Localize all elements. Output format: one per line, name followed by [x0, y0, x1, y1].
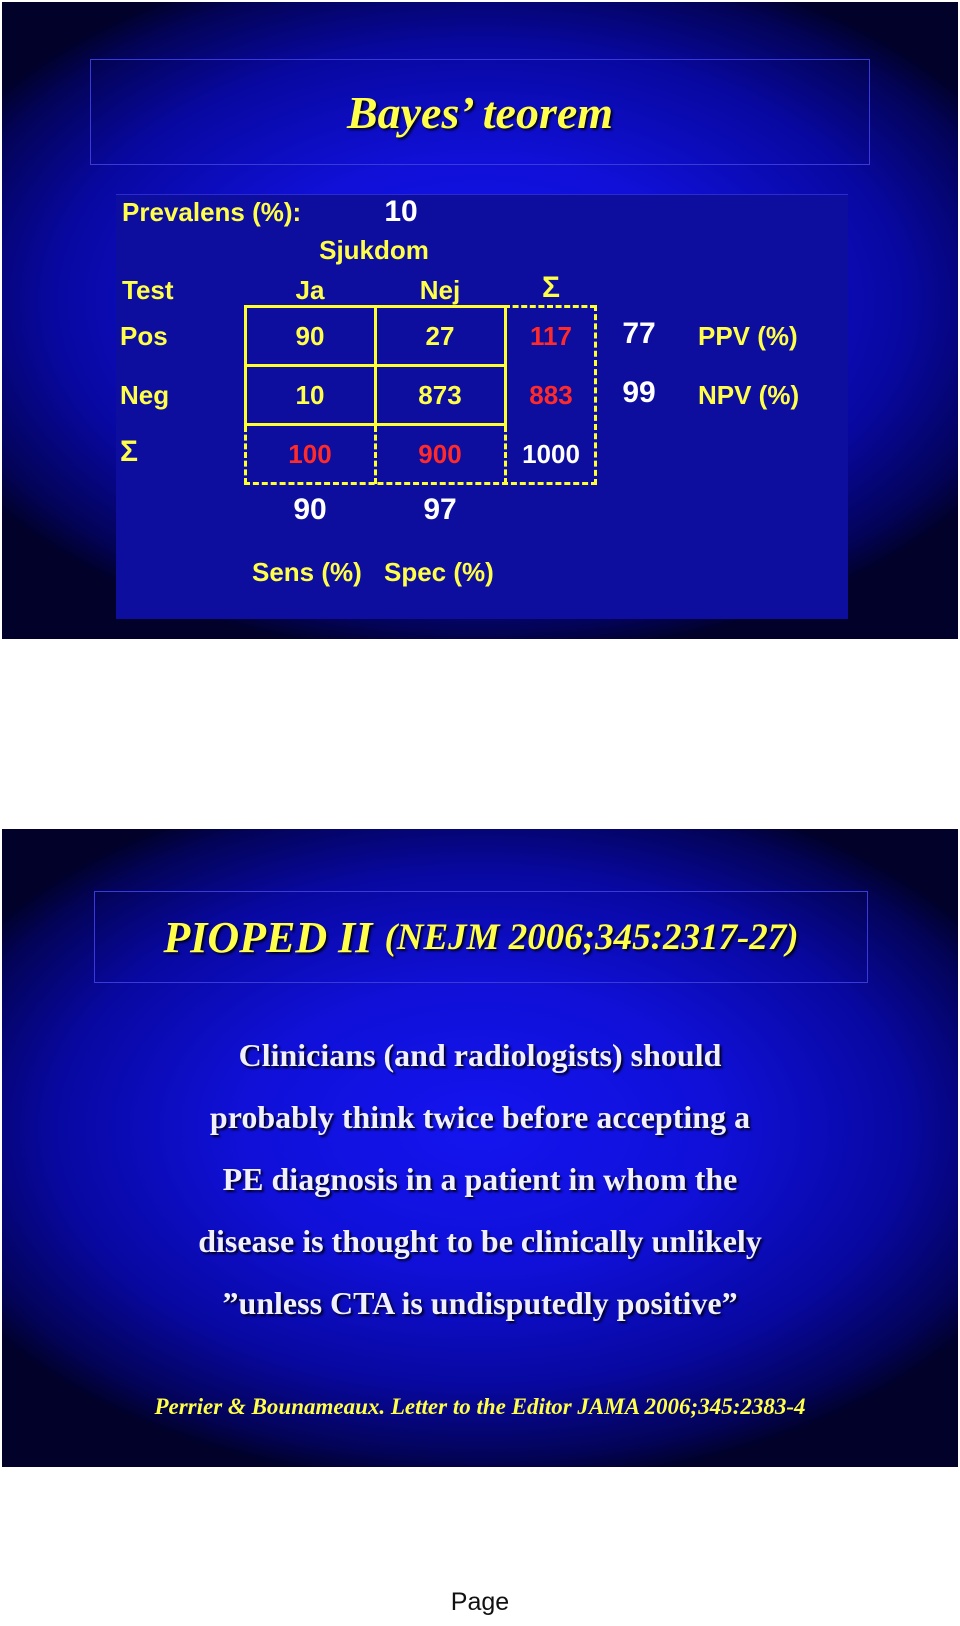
sens-value: 90	[293, 493, 327, 526]
npv-value: 99	[622, 376, 656, 409]
quote-line: probably think twice before accepting a	[209, 1099, 751, 1135]
quote-line: ”unless CTA is undisputedly positive”	[222, 1285, 738, 1321]
cell-neg-yes: 10	[295, 380, 325, 410]
disease-header: Sjukdom	[319, 235, 429, 265]
reference-citation: Perrier & Bounameaux. Letter to the Editor JAMA 2006;345:2383-4	[154, 1394, 806, 1419]
spec-label: Spec (%)	[384, 557, 494, 587]
slide-bayes-theorem	[2, 2, 958, 639]
quote-line: Clinicians (and radiologists) should	[238, 1037, 722, 1073]
contingency-table-panel	[116, 194, 848, 619]
ppv-label: PPV (%)	[698, 321, 798, 351]
cell-pos-yes: 90	[295, 321, 325, 351]
row-label-pos: Pos	[120, 321, 168, 351]
dashed-line	[594, 305, 597, 485]
page-label: Page	[450, 1588, 510, 1616]
slide-title: Bayes’ teorem	[346, 86, 614, 138]
dashed-line	[504, 305, 596, 308]
cell-pos-sum: 117	[530, 321, 572, 351]
total-no: 900	[418, 439, 462, 469]
cell-pos-no: 27	[425, 321, 455, 351]
slide-title-box	[94, 891, 868, 983]
dashed-line	[244, 426, 247, 484]
total-sum: 1000	[522, 439, 580, 469]
slide-pioped-ii	[2, 829, 958, 1467]
quote-text	[2, 1024, 958, 1334]
col-no-header: Nej	[419, 275, 461, 305]
row-label-neg: Neg	[120, 380, 170, 410]
total-yes: 100	[288, 439, 332, 469]
cell-neg-no: 873	[418, 380, 462, 410]
slide-title-main: PIOPED II	[163, 912, 373, 962]
sigma-col-header: Σ	[541, 271, 561, 304]
quote-line: PE diagnosis in a patient in whom the	[222, 1161, 738, 1197]
col-yes-header: Ja	[295, 275, 325, 305]
slide-title-box	[90, 59, 870, 165]
dashed-line	[374, 426, 377, 484]
dashed-line	[504, 426, 507, 484]
quote-line: disease is thought to be clinically unlikely	[198, 1223, 762, 1259]
dashed-line	[244, 482, 597, 485]
sens-label: Sens (%)	[252, 557, 362, 587]
ppv-value: 77	[622, 317, 656, 350]
prevalence-value: 10	[384, 195, 418, 228]
row-label-sigma: Σ	[120, 435, 139, 468]
cell-neg-sum: 883	[529, 380, 573, 410]
spec-value: 97	[423, 493, 457, 526]
npv-label: NPV (%)	[698, 380, 800, 410]
test-label: Test	[122, 275, 174, 305]
prevalence-label: Prevalens (%):	[122, 197, 302, 227]
slide-title-citation: (NEJM 2006;345:2317-27)	[384, 916, 799, 958]
